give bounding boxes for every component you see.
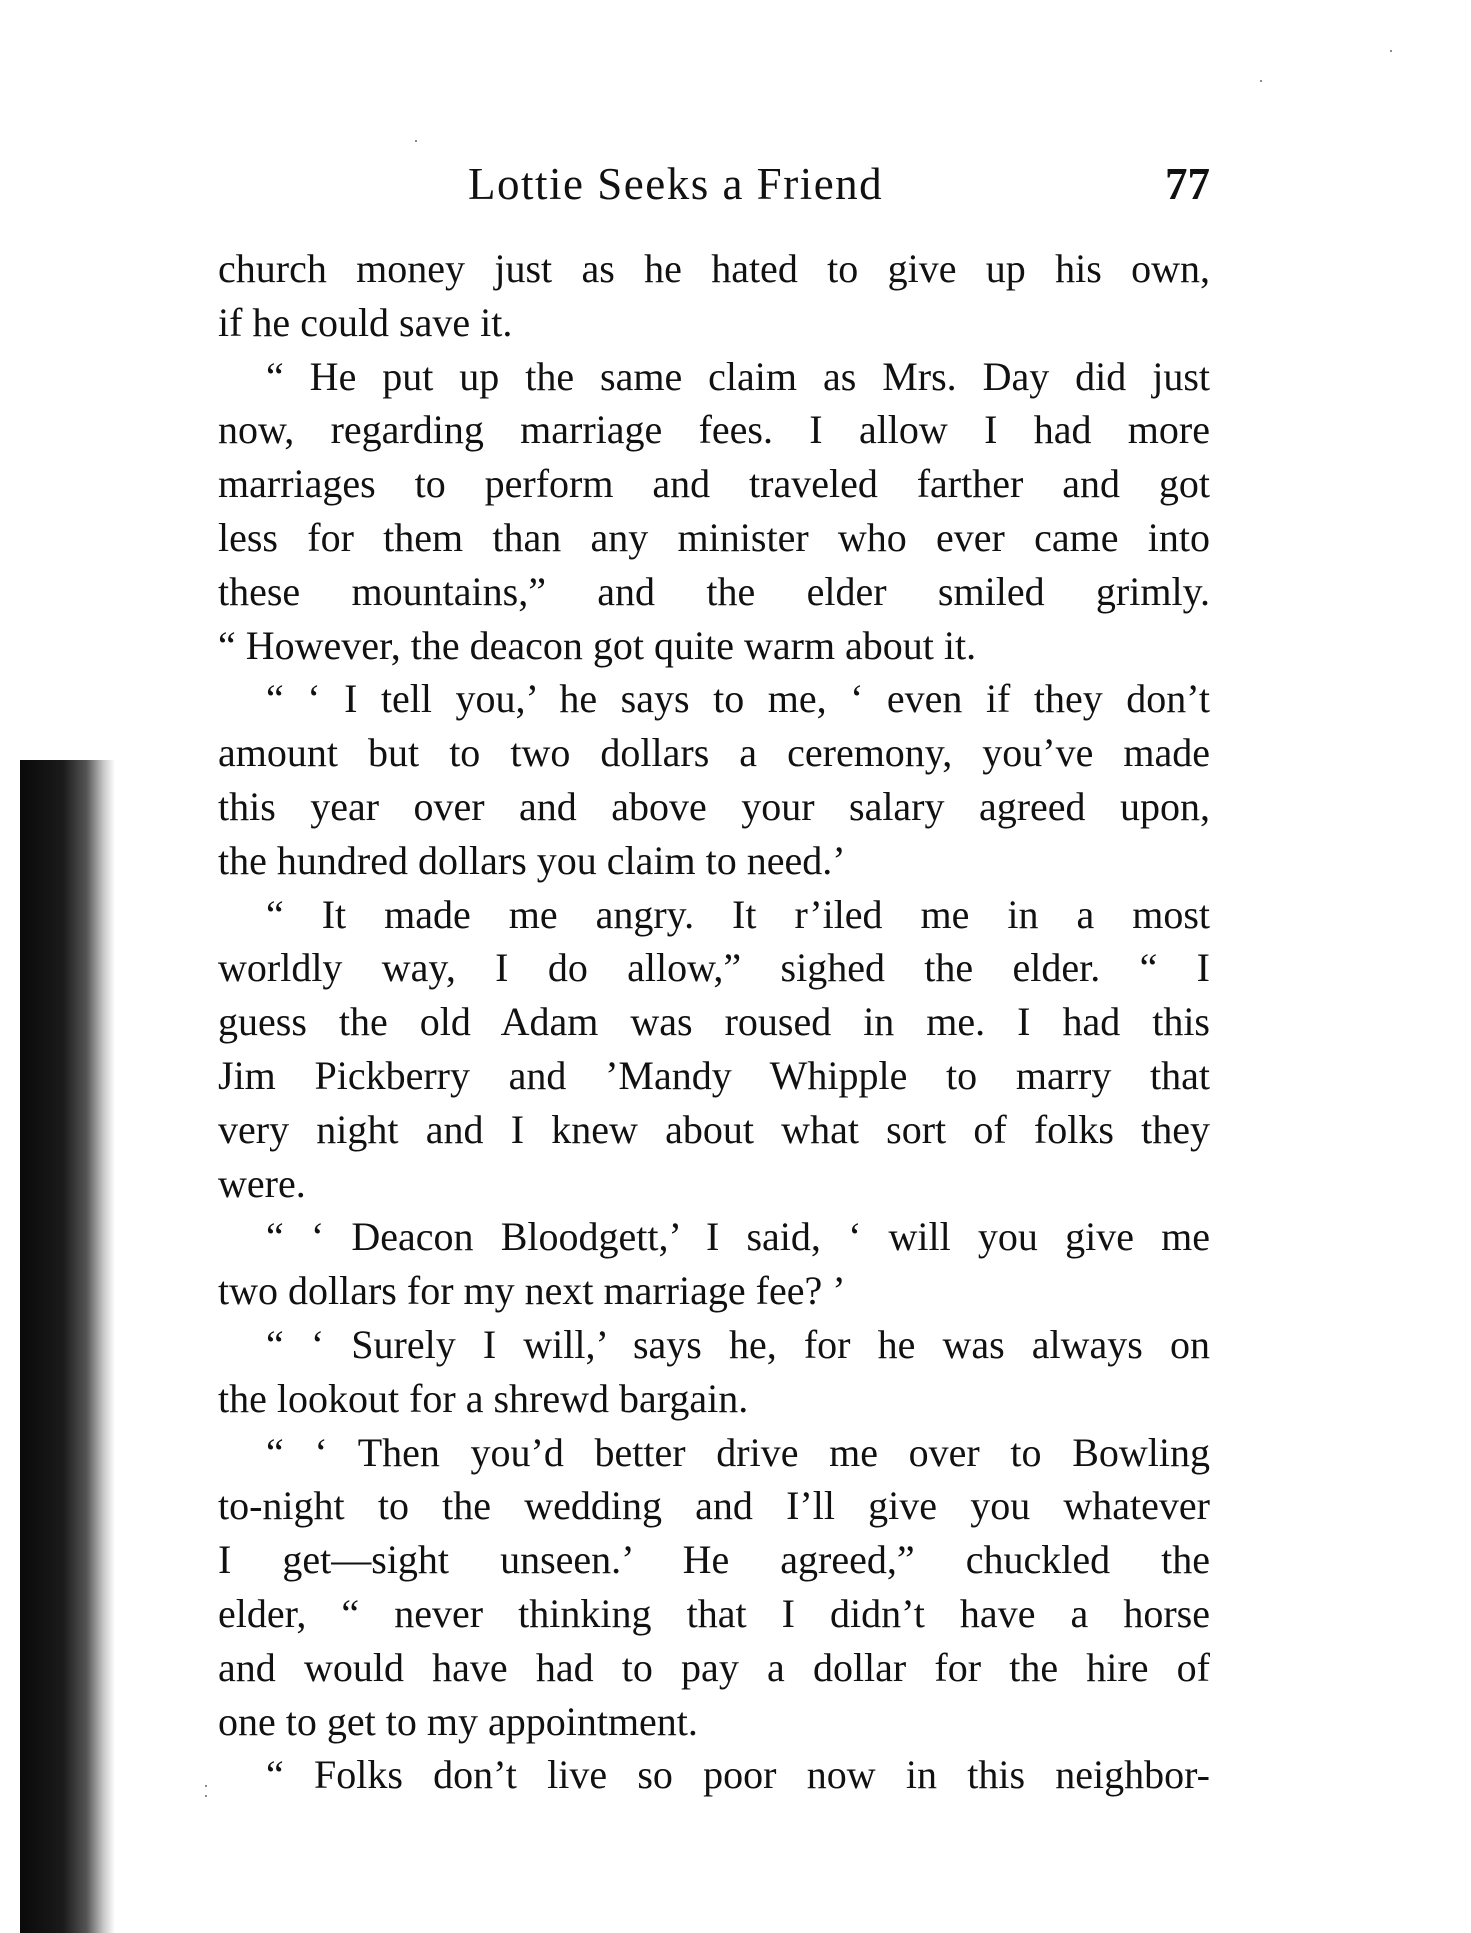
text-line: to-night to the wedding and I’ll give you whatever (218, 1483, 1210, 1529)
text-line: “ ‘ Then you’d better drive me over to Bowling (266, 1429, 1210, 1475)
running-head (218, 158, 1210, 218)
text-line: guess the old Adam was roused in me. I had this (218, 999, 1210, 1045)
text-line: “ However, the deacon got quite warm about it. (218, 622, 977, 668)
text-line: Jim Pickberry and ’Mandy Whipple to marry that (218, 1052, 1210, 1098)
text-line: and would have had to pay a dollar for the hire of (218, 1644, 1210, 1690)
text-line: if he could save it. (218, 299, 513, 345)
scan-speck (415, 140, 417, 142)
text-line: the hundred dollars you claim to need.’ (218, 837, 846, 883)
text-line: “ ‘ I tell you,’ he says to me, ‘ even if they don’t (266, 676, 1210, 722)
text-line: marriages to perform and traveled farther and got (218, 461, 1210, 507)
text-line: “ Folks don’t live so poor now in this neighbor- (266, 1752, 1210, 1798)
text-line: now, regarding marriage fees. I allow I had more (218, 407, 1210, 453)
text-line: this year over and above your salary agreed upon, (218, 783, 1210, 829)
page-number: 77 (1165, 159, 1210, 209)
text-line: these mountains,” and the elder smiled grimly. (218, 568, 1210, 614)
text-line: amount but to two dollars a ceremony, you’ve made (218, 730, 1210, 776)
running-title: Lottie Seeks a Friend (468, 159, 884, 209)
scan-speck (205, 1795, 207, 1797)
text-line: the lookout for a shrewd bargain. (218, 1375, 749, 1421)
text-line: “ He put up the same claim as Mrs. Day did just (266, 353, 1210, 399)
text-line: “ ‘ Surely I will,’ says he, for he was always on (266, 1321, 1210, 1367)
scan-speck (1390, 50, 1392, 52)
text-line: “ ‘ Deacon Bloodgett,’ I said, ‘ will you give me (266, 1214, 1210, 1260)
text-line: “ It made me angry. It r’iled me in a most (266, 891, 1210, 937)
text-line: I get—sight unseen.’ He agreed,” chuckled the (218, 1537, 1210, 1583)
text-line: elder, “ never thinking that I didn’t have a horse (218, 1590, 1210, 1636)
text-line: two dollars for my next marriage fee? ’ (218, 1268, 846, 1314)
scan-speck (205, 1785, 207, 1787)
body-text (218, 242, 1210, 1802)
text-line: worldly way, I do allow,” sighed the elder. “ I (218, 945, 1210, 991)
text-line: very night and I knew about what sort of folks they (218, 1106, 1210, 1152)
text-line: were. (218, 1160, 306, 1206)
scan-speck (1260, 80, 1262, 82)
text-line: church money just as he hated to give up his own, (218, 246, 1210, 291)
text-line: less for them than any minister who ever came into (218, 514, 1210, 560)
text-line: one to get to my appointment. (218, 1698, 698, 1744)
binding-shadow (20, 760, 115, 1933)
